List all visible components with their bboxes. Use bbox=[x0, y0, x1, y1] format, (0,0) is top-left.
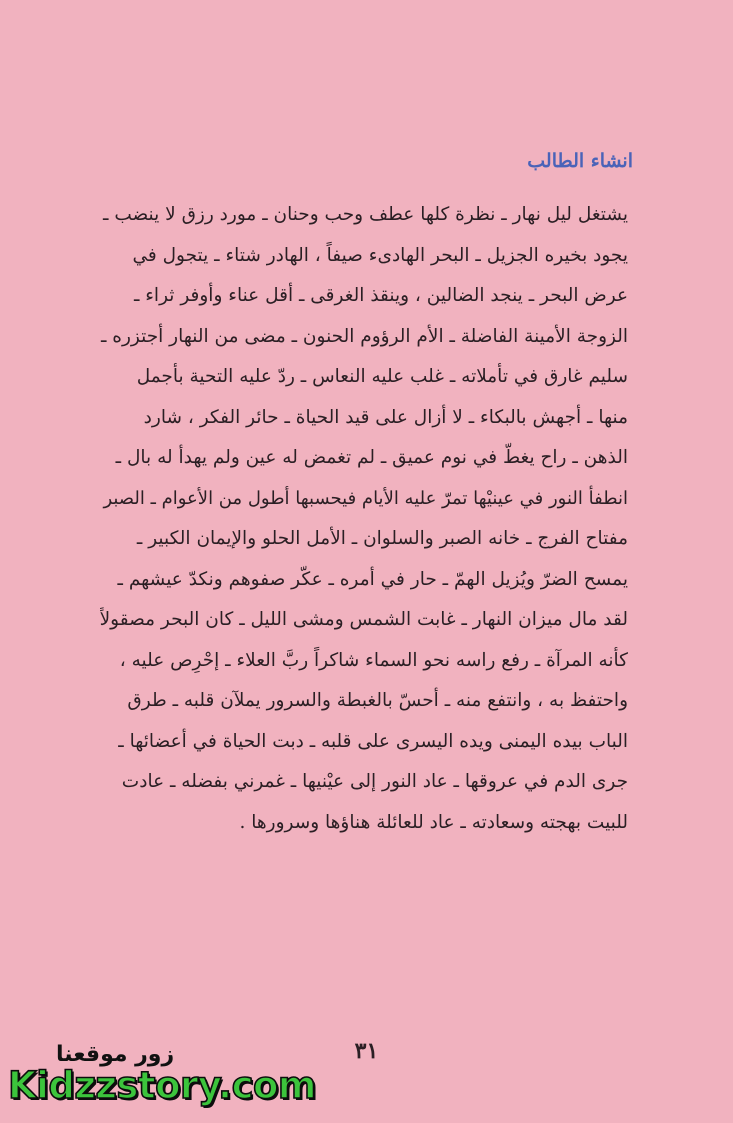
text-line: يمسح الضرّ ويُزيل الهمّ ـ حار في أمره ـ عكّر صفوهم ونكدّ عيشهم ـ bbox=[117, 568, 628, 590]
body-text bbox=[100, 195, 628, 843]
text-line: عرض البحر ـ ينجد الضالين ، وينقذ الغرقى ـ أقل عناء وأوفر ثراء ـ bbox=[133, 285, 628, 306]
text-line: جرى الدم في عروقها ـ عاد النور إلى عيْنيها ـ غمرني بفضله ـ عادت bbox=[121, 771, 628, 792]
text-line: لقد مال ميزان النهار ـ غابت الشمس ومشى الليل ـ كان البحر مصقولاً bbox=[100, 609, 628, 630]
text-line: كأنه المرآة ـ رفع راسه نحو السماء شاكراً ربَّ العلاء ـ إحْرِص عليه ، bbox=[119, 649, 628, 671]
site-watermark bbox=[8, 1042, 316, 1117]
watermark-arabic-text: زور موقعنا bbox=[56, 1042, 175, 1067]
text-line: واحتفظ به ، وانتفع منه ـ أحسّ بالغبطة والسرور يملآن قلبه ـ طرق bbox=[127, 690, 628, 711]
text-line: للبيت بهجته وسعادته ـ عاد للعائلة هناؤها وسرورها . bbox=[239, 811, 628, 833]
text-line: يشتغل ليل نهار ـ نظرة كلها عطف وحب وحنان ـ مورد رزق لا ينضب ـ bbox=[103, 204, 628, 225]
text-line: الذهن ـ راح يغطّ في نوم عميق ـ لم تغمض له عين ولم يهدأ له بال ـ bbox=[115, 447, 628, 468]
text-line: الزوجة الأمينة الفاضلة ـ الأم الرؤوم الحنون ـ مضى من النهار أجتزره ـ bbox=[100, 325, 628, 347]
text-line: منها ـ أجهش بالبكاء ـ لا أزال على قيد الحياة ـ حائر الفكر ، شارد bbox=[143, 406, 628, 428]
text-line: سليم غارق في تأملاته ـ غلب عليه النعاس ـ ردّ عليه التحية بأجمل bbox=[136, 366, 628, 387]
text-line: انطفأ النور في عينيْها تمرّ عليه الأيام فيحسبها أطول من الأعوام ـ الصبر bbox=[103, 487, 628, 509]
watermark-site-logo: Kidzzstory.com bbox=[8, 1064, 316, 1107]
page-number: ٣١ bbox=[354, 1038, 379, 1064]
text-line: يجود بخيره الجزيل ـ البحر الهادىء صيفاً ، الهادر شتاء ـ يتجول في bbox=[132, 244, 628, 266]
text-line: الباب بيده اليمنى ويده اليسرى على قلبه ـ دبت الحياة في أعضائها ـ bbox=[118, 730, 628, 752]
page-heading: انشاء الطالب bbox=[527, 150, 633, 172]
text-line: مفتاح الفرج ـ خانه الصبر والسلوان ـ الأمل الحلو والإيمان الكبير ـ bbox=[136, 528, 628, 549]
